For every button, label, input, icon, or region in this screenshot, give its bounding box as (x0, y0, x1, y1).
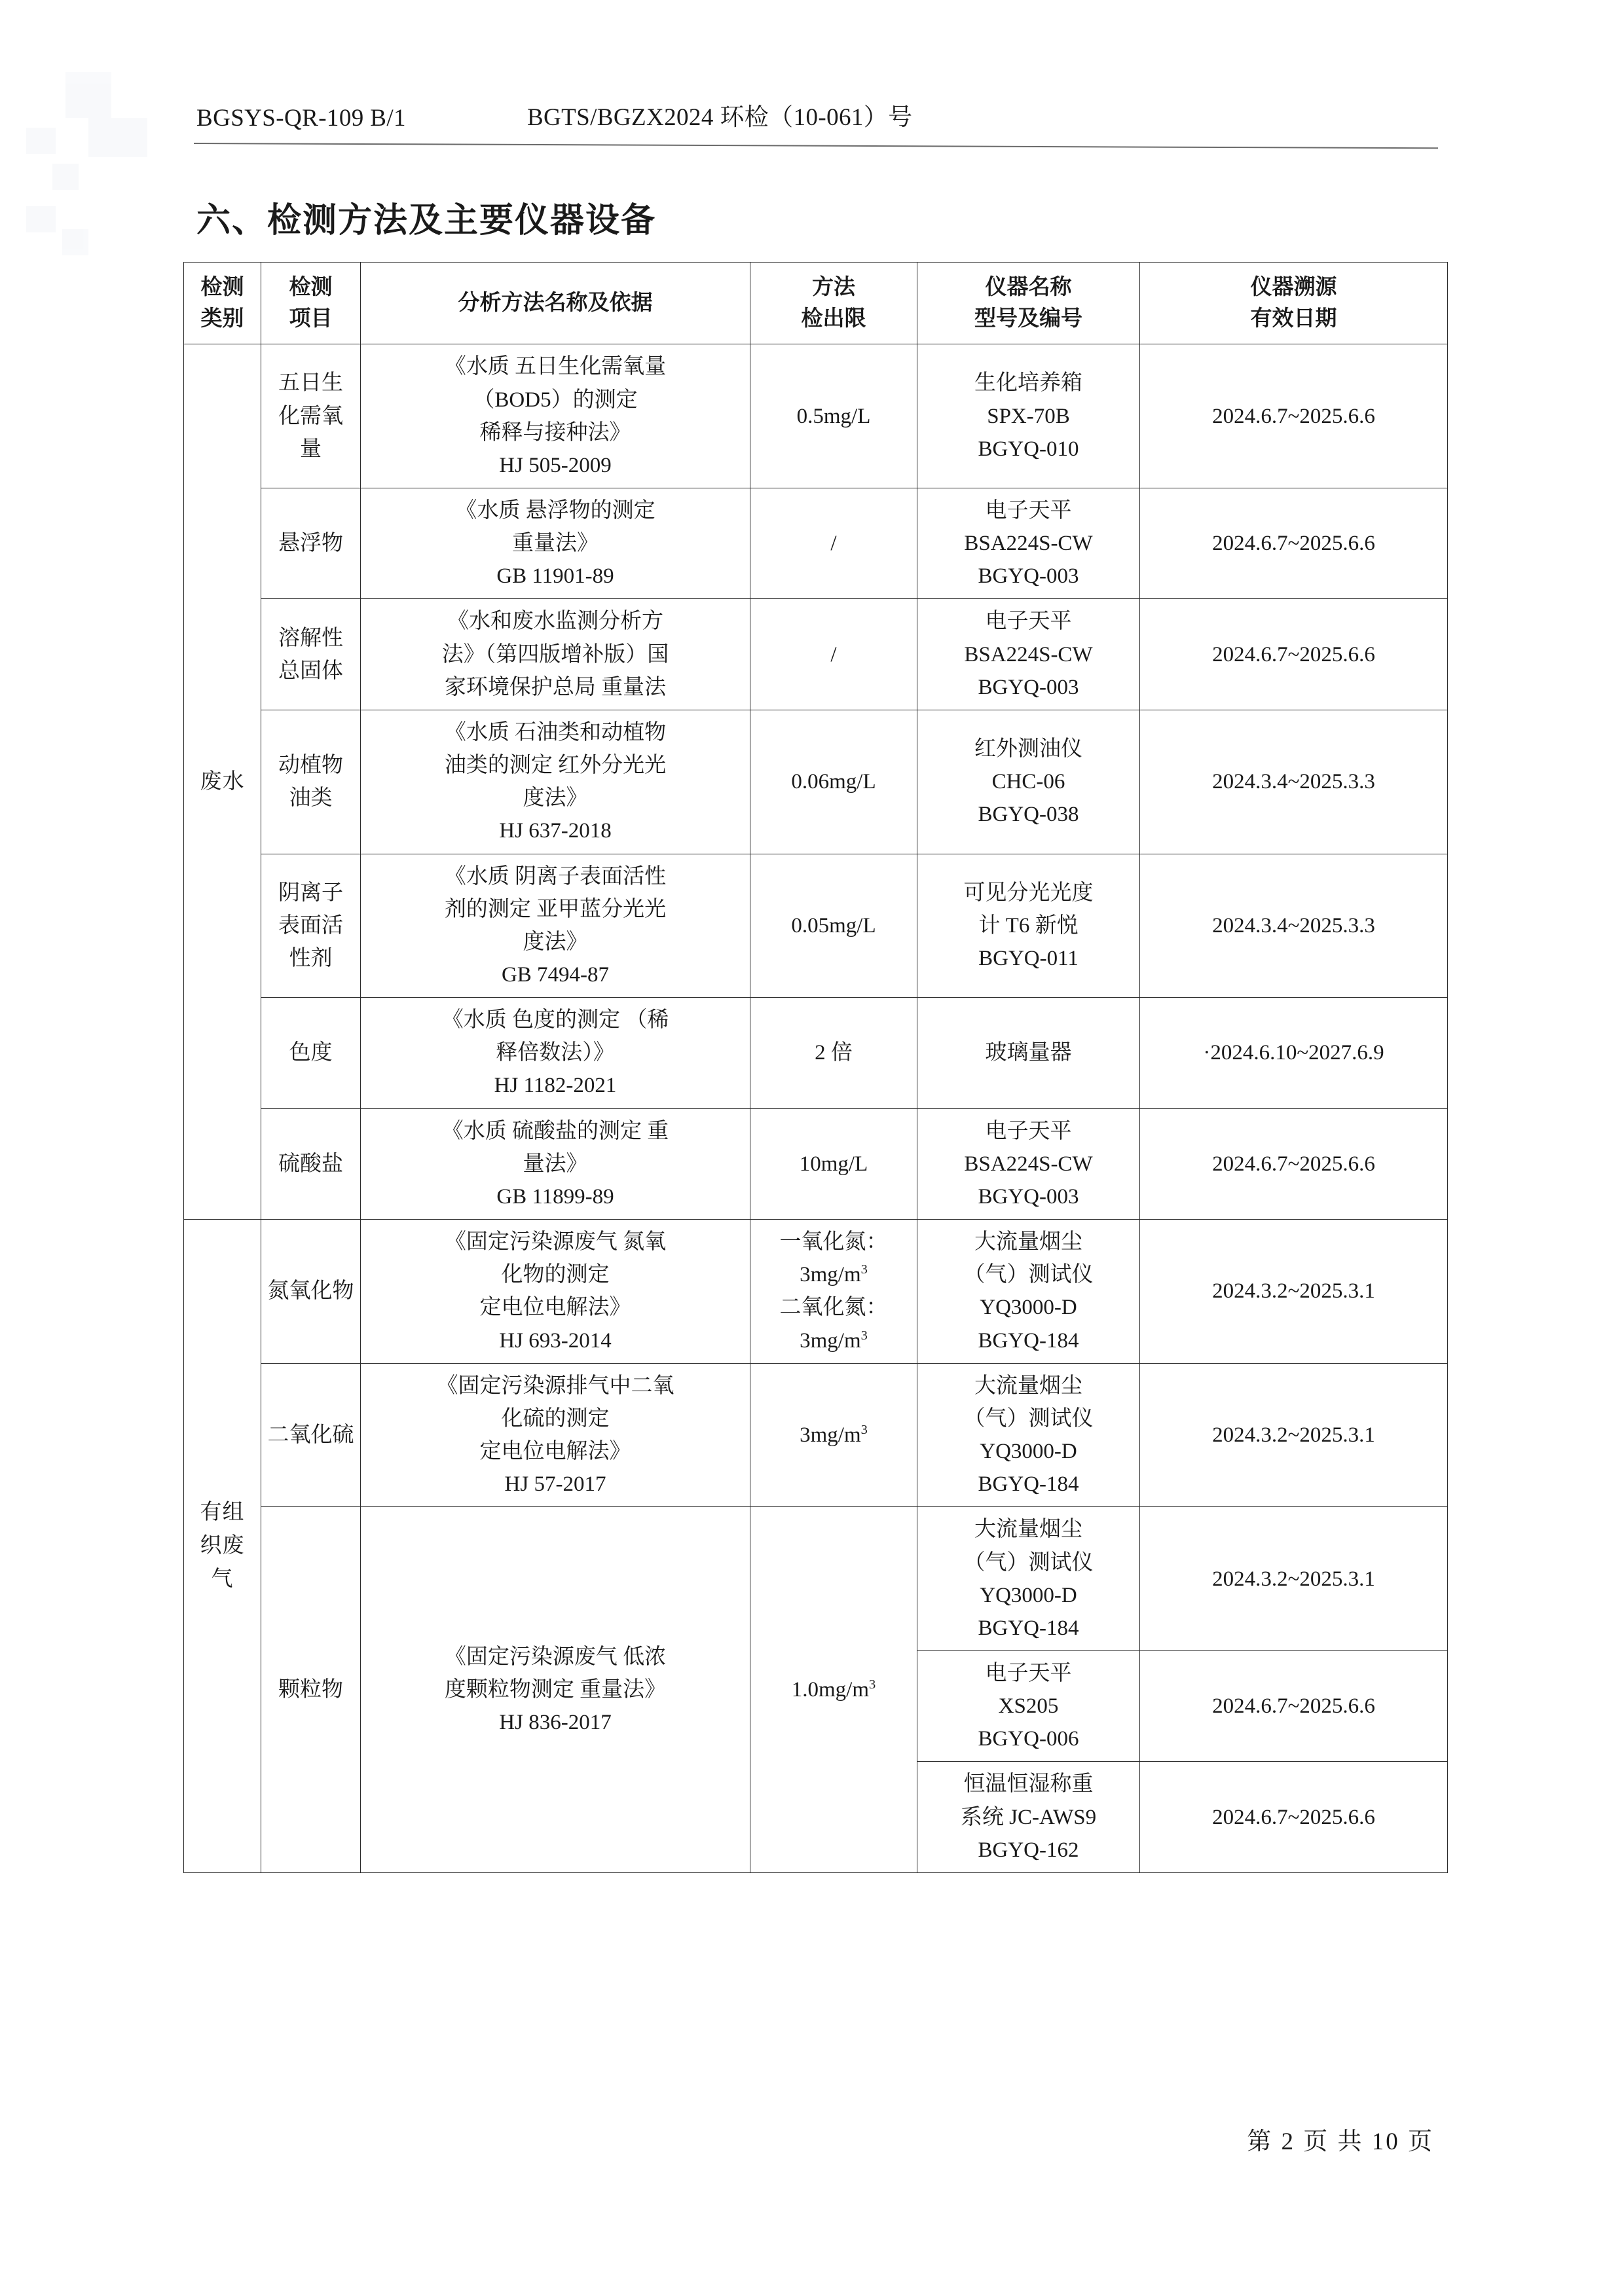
cell-line: 有组 (200, 1500, 245, 1524)
cell-detection-limit (750, 344, 917, 488)
cell-detection-limit (750, 1507, 917, 1873)
cell-line: 红外测油仪 (974, 737, 1082, 761)
cell-line: 稀释与接种法》 (479, 420, 631, 445)
cell-item (261, 1220, 361, 1364)
cell-line: BGYQ-184 (978, 1616, 1079, 1640)
cell-line: （气）测试仪 (963, 1263, 1094, 1287)
cell-line: 量 (300, 437, 322, 461)
cell-line: 二氧化硫 (267, 1423, 354, 1447)
cell-line: 油类 (289, 786, 333, 811)
cell-line: 《水质 悬浮物的测定 (455, 498, 655, 522)
cell-line: HJ 637-2018 (499, 819, 612, 843)
cell-method (361, 710, 750, 854)
cell-line: 度颗粒物测定 重量法》 (444, 1678, 667, 1702)
cell-line: 法》（第四版增补版）国 (441, 642, 669, 666)
cell-line: 0.06mg/L (791, 770, 876, 794)
cell-line: 系统 JC-AWS9 (960, 1805, 1097, 1829)
cell-line: HJ 836-2017 (499, 1711, 612, 1735)
cell-line: YQ3000-D (980, 1440, 1077, 1464)
cell-line: BGYQ-184 (978, 1328, 1079, 1353)
section-title: 六、检测方法及主要仪器设备 (196, 201, 657, 240)
cell-instrument (917, 1363, 1140, 1507)
cell-instrument (917, 344, 1140, 488)
table-row (184, 344, 1448, 488)
cell-line: 2024.3.2~2025.3.1 (1212, 1423, 1375, 1447)
cell-line: 2024.6.7~2025.6.6 (1212, 1694, 1375, 1719)
cell-traceability-date (1140, 1108, 1448, 1219)
cell-line: 2024.3.2~2025.3.1 (1212, 1279, 1375, 1303)
column-header-line: 检测 (289, 276, 333, 299)
cell-line: 性剂 (289, 946, 333, 970)
cell-line: 电子天平 (985, 1661, 1072, 1685)
cell-method (361, 1108, 750, 1219)
column-header-line: 类别 (200, 307, 244, 331)
cell-line: XS205 (998, 1694, 1059, 1719)
cell-method (361, 1220, 750, 1364)
cell-item (261, 1363, 361, 1507)
table-body (184, 344, 1448, 1873)
column-header-category (184, 263, 261, 344)
cell-line: （BOD5）的测定 (473, 388, 638, 412)
cell-method (361, 998, 750, 1108)
cell-line: 《水质 石油类和动植物 (444, 720, 667, 744)
cell-line: YQ3000-D (980, 1583, 1077, 1607)
cell-instrument (917, 1108, 1140, 1219)
cell-line: 2024.3.2~2025.3.1 (1212, 1567, 1375, 1591)
cell-line: $1.0mg/m^3$ (791, 1677, 876, 1702)
cell-line: BGYQ-003 (978, 564, 1079, 589)
cell-detection-limit (750, 1363, 917, 1507)
cell-traceability-date (1140, 488, 1448, 598)
column-header-line: 项目 (289, 307, 333, 331)
cell-line: （气）测试仪 (963, 1550, 1094, 1575)
cell-line: 大流量烟尘 (974, 1518, 1082, 1542)
cell-line: 《水质 硫酸盐的测定 重 (441, 1119, 669, 1143)
cell-line: 定电位电解法》 (479, 1296, 631, 1320)
cell-line: 2024.6.7~2025.6.6 (1212, 404, 1375, 428)
cell-item (261, 710, 361, 854)
cell-line: 电子天平 (985, 498, 1072, 522)
cell-line: 氮氧化物 (267, 1279, 354, 1303)
cell-line: YQ3000-D (980, 1296, 1077, 1320)
table-row (184, 599, 1448, 710)
cell-method (361, 854, 750, 998)
cell-method (361, 599, 750, 710)
cell-line: 色度 (289, 1041, 333, 1065)
cell-line: 《水质 阴离子表面活性 (444, 864, 667, 888)
cell-line: BSA224S-CW (964, 532, 1093, 556)
cell-line: 玻璃量器 (985, 1041, 1072, 1065)
table-row (184, 998, 1448, 1108)
cell-line: 《固定污染源排气中二氧 (436, 1374, 674, 1398)
cell-line: 气 (211, 1567, 234, 1592)
cell-line: 2 倍 (815, 1041, 853, 1065)
method-table-wrapper (183, 262, 1447, 1873)
cell-traceability-date (1140, 1220, 1448, 1364)
cell-line: 表面活 (278, 913, 343, 938)
cell-category (184, 1220, 261, 1873)
cell-traceability-date (1140, 710, 1448, 854)
cell-line: 《固定污染源废气 氮氧 (444, 1230, 667, 1254)
cell-traceability-date (1140, 1762, 1448, 1872)
cell-line: 颗粒物 (278, 1678, 343, 1702)
column-header-line: 方法 (812, 276, 855, 299)
document-header (196, 97, 1434, 132)
cell-line: 一氧化氮： (779, 1230, 888, 1254)
table-row (184, 1220, 1448, 1364)
cell-line: HJ 505-2009 (499, 453, 612, 477)
cell-line: HJ 693-2014 (499, 1328, 612, 1353)
unit-exponent: 3 (869, 1677, 876, 1692)
column-header-line: 检出限 (801, 307, 866, 331)
cell-category (184, 344, 261, 1220)
cell-line: BGYQ-003 (978, 675, 1079, 699)
table-header-row (184, 263, 1448, 344)
cell-line: GB 7494-87 (501, 963, 610, 987)
cell-detection-limit (750, 488, 917, 598)
cell-line: 五日生 (278, 371, 343, 395)
cell-line: 恒温恒湿称重 (963, 1772, 1094, 1796)
table-row (184, 1108, 1448, 1219)
cell-detection-limit (750, 998, 917, 1108)
cell-line: $3mg/m^3$ (800, 1328, 868, 1353)
cell-traceability-date (1140, 599, 1448, 710)
cell-line: 硫酸盐 (278, 1152, 343, 1176)
cell-instrument (917, 1220, 1140, 1364)
cell-line: 生化培养箱 (974, 371, 1082, 395)
cell-item (261, 344, 361, 488)
cell-line: 《水质 色度的测定 （稀 (441, 1008, 669, 1032)
cell-line: 2024.6.7~2025.6.6 (1212, 642, 1375, 666)
cell-instrument (917, 599, 1140, 710)
cell-line: 悬浮物 (278, 532, 343, 556)
cell-method (361, 344, 750, 488)
unit-exponent: 3 (860, 1328, 868, 1343)
column-header-item (261, 263, 361, 344)
cell-line: BGYQ-038 (978, 803, 1079, 827)
column-header-line: 型号及编号 (974, 307, 1082, 331)
cell-instrument (917, 1507, 1140, 1651)
cell-line: ·2024.6.10~2027.6.9 (1203, 1041, 1384, 1065)
cell-detection-limit (750, 710, 917, 854)
scan-watermark (26, 33, 196, 229)
cell-line: 《水和废水监测分析方 (447, 610, 663, 634)
cell-method (361, 1363, 750, 1507)
cell-line: GB 11901-89 (496, 564, 614, 589)
cell-line: BSA224S-CW (964, 1152, 1093, 1176)
table-row (184, 1507, 1448, 1651)
cell-line: 0.5mg/L (796, 404, 871, 428)
cell-line: HJ 1182-2021 (494, 1074, 617, 1098)
cell-line: BGYQ-006 (978, 1727, 1079, 1751)
cell-instrument (917, 488, 1140, 598)
cell-line: 0.05mg/L (791, 913, 876, 938)
cell-line: $3mg/m^3$ (800, 1262, 868, 1287)
cell-traceability-date (1140, 854, 1448, 998)
cell-item (261, 488, 361, 598)
cell-line: 度法》 (523, 786, 588, 811)
column-header-line: 分析方法名称及依据 (458, 291, 653, 316)
cell-line: 化需氧 (278, 404, 343, 428)
cell-method (361, 488, 750, 598)
column-header-lod (750, 263, 917, 344)
cell-line: 2024.6.7~2025.6.6 (1212, 1152, 1375, 1176)
cell-detection-limit (750, 854, 917, 998)
table-head (184, 263, 1448, 344)
cell-line: 2024.6.7~2025.6.6 (1212, 1805, 1375, 1829)
report-number: BGTS/BGZX2024 环检（10-061）号 (526, 104, 913, 131)
cell-line: 大流量烟尘 (974, 1230, 1082, 1254)
cell-line: 动植物 (278, 754, 343, 778)
cell-line: 化硫的测定 (501, 1406, 610, 1430)
cell-line: 电子天平 (985, 610, 1072, 634)
cell-line: 10mg/L (799, 1152, 868, 1176)
form-code: BGSYS-QR-109 B/1 (196, 105, 406, 132)
cell-traceability-date (1140, 344, 1448, 488)
cell-line: 织废 (200, 1533, 245, 1558)
cell-line: $3mg/m^3$ (800, 1422, 868, 1447)
cell-instrument (917, 854, 1140, 998)
column-header-instrument (917, 263, 1140, 344)
cell-line: 溶解性 (278, 626, 343, 650)
cell-instrument (917, 1762, 1140, 1872)
table-row (184, 710, 1448, 854)
cell-line: SPX-70B (987, 404, 1070, 428)
cell-traceability-date (1140, 1507, 1448, 1651)
cell-detection-limit (750, 1220, 917, 1364)
cell-item (261, 854, 361, 998)
cell-line: GB 11899-89 (496, 1184, 614, 1209)
cell-line: （气）测试仪 (963, 1406, 1094, 1430)
table-row (184, 488, 1448, 598)
cell-item (261, 599, 361, 710)
cell-line: BSA224S-CW (964, 642, 1093, 666)
cell-line: 计 T6 新悦 (978, 913, 1079, 938)
cell-line: 量法》 (523, 1152, 588, 1176)
cell-line: / (830, 532, 837, 556)
cell-detection-limit (750, 1108, 917, 1219)
cell-instrument (917, 998, 1140, 1108)
cell-line: 废水 (200, 769, 245, 793)
column-header-traceability (1140, 263, 1448, 344)
cell-traceability-date (1140, 1650, 1448, 1761)
cell-traceability-date (1140, 1363, 1448, 1507)
cell-line: CHC-06 (991, 770, 1065, 794)
page-footer: 第 2 页 共 10 页 (1247, 2128, 1434, 2155)
method-and-equipment-table (183, 262, 1448, 1873)
cell-line: 家环境保护总局 重量法 (444, 675, 667, 699)
cell-line: 电子天平 (985, 1119, 1072, 1143)
cell-line: 定电位电解法》 (479, 1440, 631, 1464)
cell-line: 化物的测定 (501, 1263, 610, 1287)
cell-line: BGYQ-010 (978, 437, 1079, 461)
cell-method (361, 1507, 750, 1873)
cell-line: BGYQ-184 (978, 1472, 1079, 1497)
cell-traceability-date (1140, 998, 1448, 1108)
cell-line: 2024.6.7~2025.6.6 (1212, 532, 1375, 556)
cell-line: 大流量烟尘 (974, 1374, 1082, 1398)
cell-line: 《水质 五日生化需氧量 (444, 355, 667, 379)
cell-line: 重量法》 (512, 532, 599, 556)
column-header-line: 仪器溯源 (1250, 276, 1337, 299)
cell-line: / (830, 642, 837, 666)
table-row (184, 854, 1448, 998)
cell-line: BGYQ-162 (978, 1838, 1079, 1862)
cell-item (261, 1507, 361, 1873)
cell-line: BGYQ-003 (978, 1184, 1079, 1209)
cell-line: 阴离子 (278, 881, 343, 905)
cell-line: 2024.3.4~2025.3.3 (1212, 913, 1375, 938)
cell-instrument (917, 1650, 1140, 1761)
unit-exponent: 3 (860, 1422, 868, 1437)
cell-line: HJ 57-2017 (504, 1472, 606, 1497)
cell-line: 油类的测定 红外分光光 (444, 754, 667, 778)
column-header-method (361, 263, 750, 344)
cell-line: BGYQ-011 (978, 946, 1079, 970)
cell-instrument (917, 710, 1140, 854)
unit-exponent: 3 (860, 1262, 868, 1277)
cell-item (261, 998, 361, 1108)
column-header-line: 仪器名称 (985, 276, 1072, 299)
cell-line: 释倍数法）》 (496, 1041, 615, 1065)
cell-line: 可见分光光度 (963, 881, 1094, 905)
column-header-line: 有效日期 (1250, 307, 1337, 331)
cell-detection-limit (750, 599, 917, 710)
cell-line: 剂的测定 亚甲蓝分光光 (444, 897, 667, 921)
cell-item (261, 1108, 361, 1219)
cell-line: 二氧化氮： (779, 1296, 888, 1320)
cell-line: 度法》 (523, 930, 588, 954)
header-divider (194, 143, 1438, 149)
cell-line: 总固体 (278, 659, 343, 683)
cell-line: 2024.3.4~2025.3.3 (1212, 770, 1375, 794)
table-row (184, 1363, 1448, 1507)
column-header-line: 检测 (200, 276, 244, 299)
cell-line: 《固定污染源废气 低浓 (444, 1645, 667, 1669)
